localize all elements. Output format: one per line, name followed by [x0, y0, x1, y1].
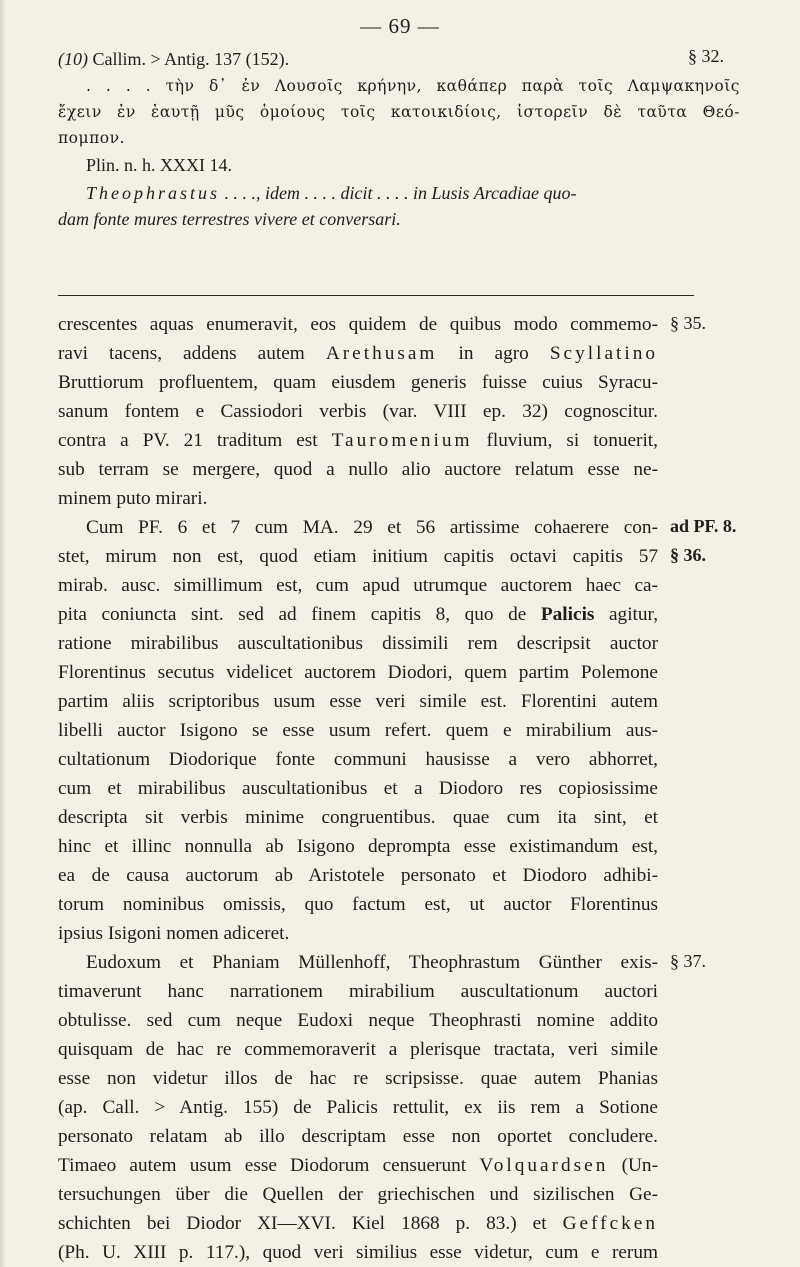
body-line: (Ph. U. XIII p. 117.), quod veri similius esse videtur, cum e rerum [58, 1242, 658, 1263]
body-line: esse non videtur illos de hac re scripsisse. quae autem Phanias [58, 1068, 658, 1089]
footnote-number: (10) [58, 49, 88, 69]
footnote-quote-end: dam fonte mures terrestres vivere et conversari. [58, 209, 401, 229]
body-line: personato relatam ab illo descriptam esse non oportet concludere. [58, 1126, 658, 1147]
body-line: partim aliis scriptoribus usum esse veri simile est. Florentini autem [58, 691, 658, 712]
margin-note-section-37: § 37. [670, 951, 706, 971]
footnote-pliny-ref: Plin. n. h. XXXI 14. [86, 155, 233, 175]
body-line: schichten bei Diodor XI—XVI. Kiel 1868 p. 83.) et Geffcken [58, 1213, 658, 1234]
body-line: (ap. Call. > Antig. 155) de Palicis rettulit, ex iis rem a Sotione [58, 1097, 658, 1118]
body-line: Florentinus secutus videlicet auctorem Diodori, quem partim Polemone [58, 662, 658, 683]
body-line: sub terram se mergere, quod a nullo alio auctore relatum esse ne- [58, 459, 658, 480]
page-edge-shadow [0, 0, 6, 1267]
footnote-citation: Callim. > Antig. 137 (152). [88, 49, 290, 69]
body-line: quisquam de hac re commemoraverit a plerisque tractata, veri simile [58, 1039, 658, 1060]
body-line: cum et mirabilibus auscultationibus et a Diodoro res copiosissime [58, 778, 658, 799]
footnote-line-1 [58, 46, 289, 72]
body-line: mirab. ausc. simillimum est, cum apud utrumque auctorem haec ca- [58, 575, 658, 596]
footnote-author-name: Theophrastus [86, 183, 221, 203]
page-number: — 69 — [360, 14, 440, 38]
footnote-theophrastus-line [86, 180, 577, 206]
body-line: stet, mirum non est, quod etiam initium capitis octavi capitis 57 [58, 546, 658, 567]
body-line: timaverunt hanc narrationem mirabilium auscultationum auctori [58, 981, 658, 1002]
margin-note-section-36: § 36. [670, 545, 706, 565]
body-line: tersuchungen über die Quellen der griechischen und sizilischen Ge- [58, 1184, 658, 1205]
footnote-greek-line-2: ἔχειν ἐν ἑαυτῇ μῦς ὁμοίους τοῖς κατοικιδίοις, ἱστορεῖν δὲ ταῦτα Θεό- [58, 103, 740, 121]
footnote-quote: . . . ., idem . . . . dicit . . . . in Lusis Arcadiae quo- [220, 183, 577, 203]
body-line: minem puto mirari. [58, 488, 208, 509]
body-line: ipsius Isigoni nomen adiceret. [58, 923, 290, 944]
body-line: Bruttiorum profluentem, quam eiusdem generis fuisse cuius Syracu- [58, 372, 658, 393]
body-line: Cum PF. 6 et 7 cum MA. 29 et 56 artissime cohaerere con- [86, 517, 658, 538]
body-line: contra a PV. 21 traditum est Tauromenium fluvium, si tonuerit, [58, 430, 658, 451]
body-line: pita coniuncta sint. sed ad finem capitis 8, quo de Palicis agitur, [58, 604, 659, 625]
body-line: obtulisse. sed cum neque Eudoxi neque Theophrasti nomine addito [58, 1010, 658, 1031]
footnote-greek-line-1: . . . . τὴν δ᾽ ἐν Λουσοῖς κρήνην, καθάπερ παρὰ τοῖς Λαμψακηνοῖς [86, 77, 740, 95]
body-line: descripta sit verbis minime congruentibus. quae cum ita sint, et [58, 807, 658, 828]
footnote-divider [58, 295, 694, 296]
body-line: crescentes aquas enumeravit, eos quidem de quibus modo commemo- [58, 314, 658, 335]
body-line: Eudoxum et Phaniam Müllenhoff, Theophrastum Günther exis- [86, 952, 658, 973]
body-line: libelli auctor Isigono se esse usum refert. quem e mirabilium aus- [58, 720, 658, 741]
body-line: sanum fontem e Cassiodori verbis (var. VIII ep. 32) cognoscitur. [58, 401, 658, 422]
body-line: torum nominibus omissis, quo factum est, ut auctor Florentinus [58, 894, 658, 915]
margin-note-ad-pf: ad PF. 8. [670, 516, 737, 536]
footnote-greek-line-3: πομπον. [58, 129, 125, 147]
body-line: hinc et illinc nonnulla ab Isigono deprompta esse existimandum est, [58, 836, 658, 857]
body-line: ravi tacens, addens autem Arethusam in agro Scyllatino [58, 343, 659, 364]
footnote-section-mark: § 32. [688, 46, 724, 66]
body-line: Timaeo autem usum esse Diodorum censuerunt Volquardsen (Un- [58, 1155, 658, 1176]
margin-note-section-35: § 35. [670, 313, 706, 333]
body-line: ea de causa auctorum ab Aristotele personato et Diodoro adhibi- [58, 865, 658, 886]
body-line: ratione mirabilibus auscultationibus dissimili rem descripsit auctor [58, 633, 658, 654]
body-line: cultationum Diodorique fonte communi hausisse a vero abhorret, [58, 749, 658, 770]
